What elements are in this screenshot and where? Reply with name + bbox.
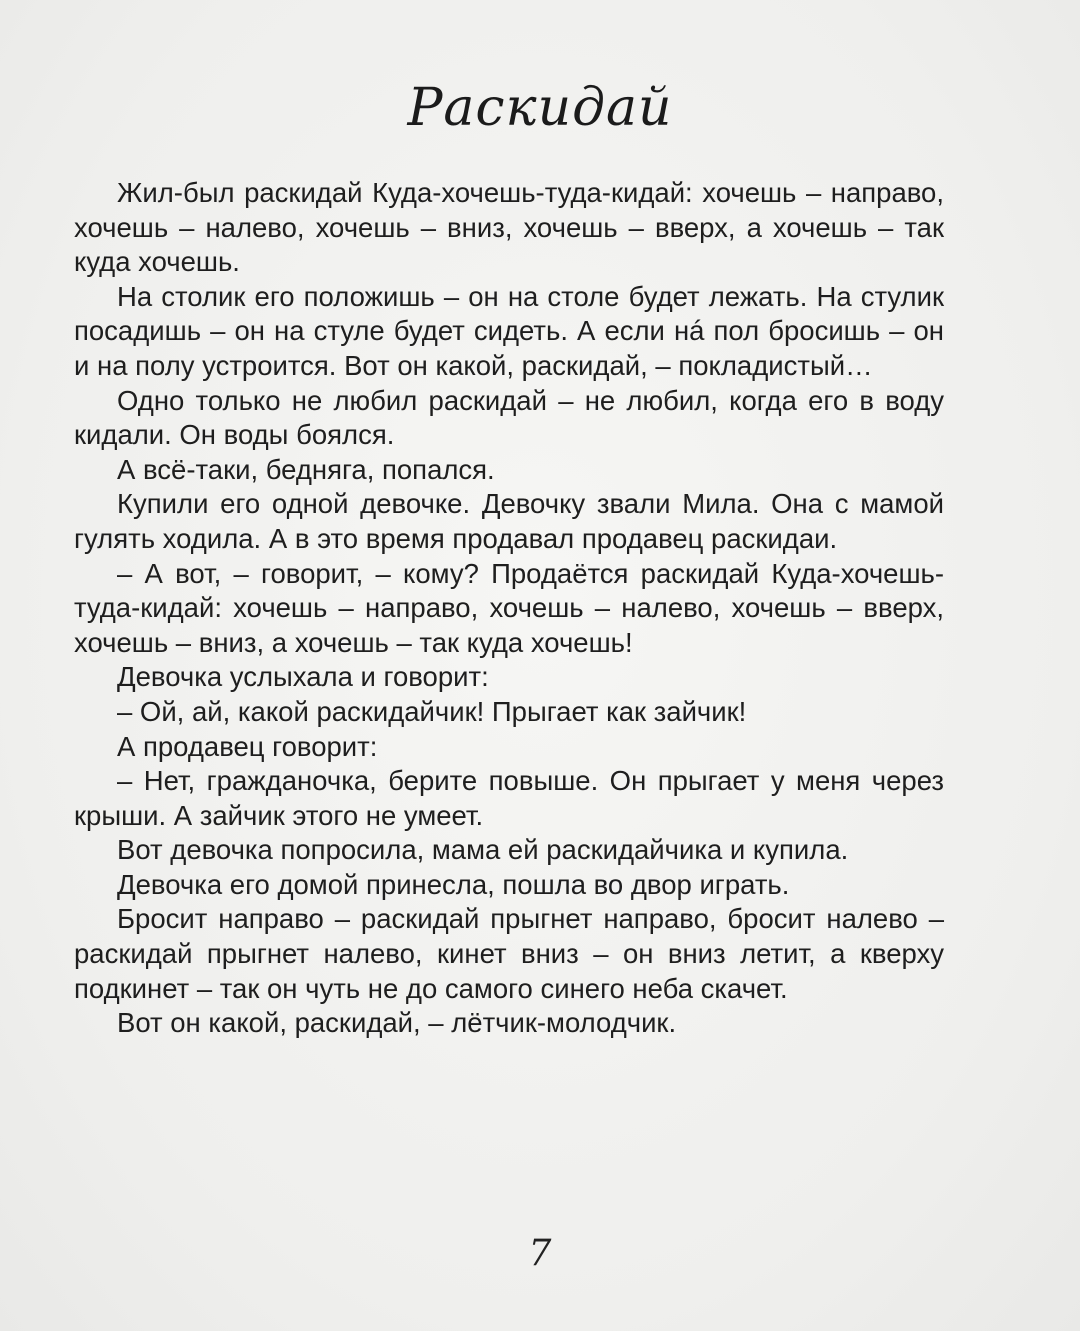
paragraph: Купили его одной девочке. Девочку звали Мила. Она с мамой гулять ходила. А в это время продавал продавец раскидаи.	[74, 488, 944, 554]
paragraph: Вот девочка попросила, мама ей раскидайчика и купила.	[117, 834, 849, 866]
paragraph: Девочка услыхала и говорит:	[117, 661, 489, 693]
paragraph: А продавец говорит:	[117, 730, 378, 762]
paragraph: Одно только не любил раскидай – не любил, когда его в воду кидали. Он воды боялся.	[74, 384, 944, 451]
paragraph: Бросит направо – раскидай прыгнет направо, бросит налево – раскидай прыгнет налево, кинет вниз – он вниз летит, а кверху подкинет – так он чуть не до самого синего неба скачет.	[74, 903, 944, 1004]
story-text	[74, 176, 944, 1041]
paragraph: Вот он какой, раскидай, – лётчик-молодчик.	[117, 1007, 677, 1039]
story-title: Раскидай	[407, 78, 673, 138]
paragraph: – Нет, гражданочка, берите повыше. Он прыгает у меня через крыши. А зайчик этого не умеет.	[74, 765, 944, 831]
page-number: 7	[528, 1233, 552, 1274]
paragraph: Жил-был раскидай Куда-хочешь-туда-кидай: хочешь – направо, хочешь – налево, хочешь – вниз, хочешь – вверх, а хочешь – так куда хочешь.	[74, 177, 944, 278]
paragraph: Девочка его домой принесла, пошла во двор играть.	[117, 868, 790, 900]
paragraph: – Ой, ай, какой раскидайчик! Прыгает как зайчик!	[117, 695, 747, 727]
paragraph: На столик его положишь – он на столе будет лежать. На стулик посадишь – он на стуле будет сидеть. А если нá пол бросишь – он и на полу устроится. Вот он какой, раскидай, – покладистый…	[74, 280, 944, 381]
paragraph: А всё-таки, бедняга, попался.	[117, 453, 495, 485]
paragraph: – А вот, – говорит, – кому? Продаётся раскидай Куда-хочешь-туда-кидай: хочешь – направо, хочешь – налево, хочешь – вверх, хочешь – вниз, а хочешь – так куда хочешь!	[74, 557, 944, 658]
